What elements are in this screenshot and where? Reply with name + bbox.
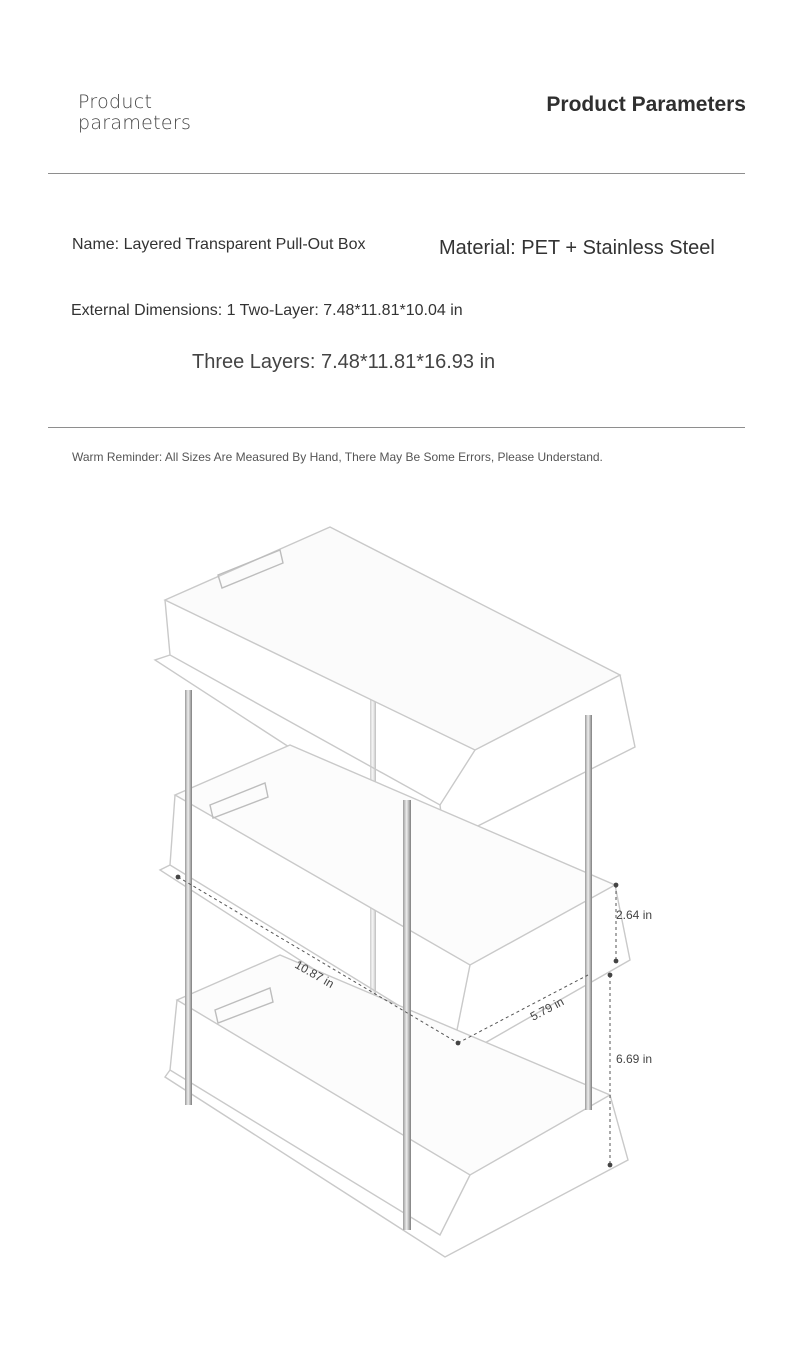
- tier-height-dimension-label: 6.69 in: [616, 1052, 653, 1066]
- bottom-divider: [48, 427, 745, 428]
- right-front-pole: [585, 715, 592, 1110]
- warm-reminder-text: Warm Reminder: All Sizes Are Measured By Hand, There May Be Some Errors, Please Understand.: [72, 450, 603, 464]
- product-illustration: [140, 515, 700, 1275]
- width-dimension-label: 5.79 in: [527, 994, 567, 1024]
- brand-logo-text: [78, 92, 191, 134]
- external-dimensions: External Dimensions: 1 Two-Layer: 7.48*11.81*10.04 in: [71, 302, 463, 319]
- three-layer-dimensions: Three Layers: 7.48*11.81*16.93 in: [192, 351, 496, 373]
- top-divider: [48, 173, 745, 174]
- product-material: Material: PET + Stainless Steel: [439, 237, 715, 259]
- product-name: Name: Layered Transparent Pull-Out Box: [72, 236, 366, 253]
- logo-line-1: Product: [78, 91, 153, 113]
- box-height-dimension-label: 2.64 in: [616, 908, 653, 922]
- page-title: Product Parameters: [546, 93, 746, 116]
- center-front-pole: [403, 800, 411, 1230]
- logo-line-2: parameters: [78, 112, 192, 134]
- depth-dimension-label: 10.87 in: [292, 957, 337, 991]
- left-front-pole: [185, 690, 192, 1105]
